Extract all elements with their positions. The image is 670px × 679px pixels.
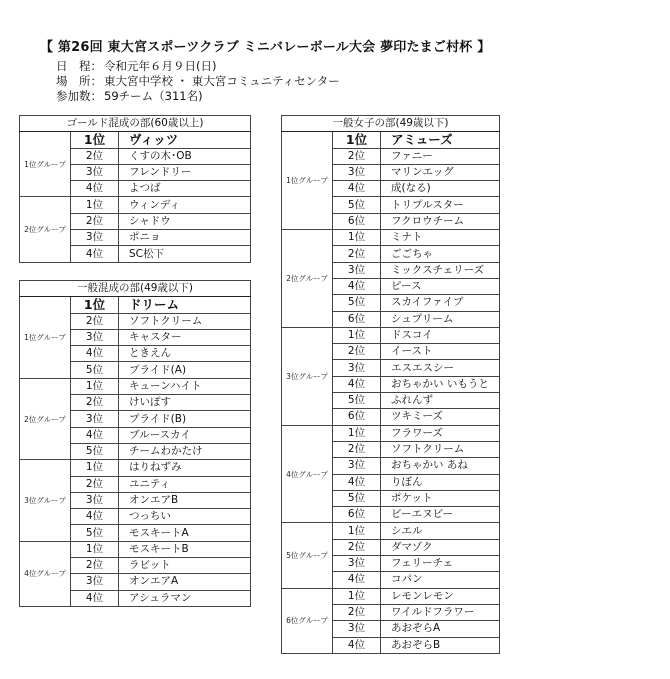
rank-cell: 6位 (333, 311, 381, 327)
rank-cell: 3位 (71, 574, 119, 590)
rank-cell: 4位 (333, 474, 381, 490)
rank-cell: 4位 (333, 278, 381, 294)
rank-cell: 6位 (333, 507, 381, 523)
team-name-cell: フェリーチェ (381, 556, 500, 572)
team-name-cell: ツキミーズ (381, 409, 500, 425)
team-name-cell: よつば (119, 181, 251, 197)
team-name-cell: プライド(B) (119, 411, 251, 427)
team-name-cell: プライド(A) (119, 362, 251, 378)
rank-cell: 1位 (333, 327, 381, 343)
rank-cell: 1位 (71, 378, 119, 394)
team-name-cell: アミューズ (381, 132, 500, 148)
group-label: 2位グループ (282, 230, 333, 328)
general-women-results-table (281, 115, 500, 654)
team-name-cell: フラワーズ (381, 425, 500, 441)
team-name-cell: おちゃかい あね (381, 458, 500, 474)
rank-cell: 2位 (71, 476, 119, 492)
rank-cell: 1位 (333, 588, 381, 604)
team-name-cell: ピース (381, 278, 500, 294)
rank-cell: 4位 (71, 181, 119, 197)
rank-cell: 3位 (71, 492, 119, 508)
rank-cell: 4位 (333, 572, 381, 588)
place-line (56, 73, 340, 89)
team-name-cell: シャドウ (119, 213, 251, 229)
rank-cell: 3位 (71, 329, 119, 345)
team-name-cell: レモンレモン (381, 588, 500, 604)
team-name-cell: ミックスチェリーズ (381, 262, 500, 278)
team-name-cell: ラビット (119, 558, 251, 574)
rank-cell: 2位 (333, 441, 381, 457)
participants-label: 参加数： (56, 89, 102, 103)
date-label: 日 程： (56, 59, 102, 73)
team-name-cell: ヴィッツ (119, 132, 251, 148)
team-name-cell: 成(なる) (381, 181, 500, 197)
rank-cell: 1位 (71, 132, 119, 148)
team-name-cell: あおぞらA (381, 621, 500, 637)
rank-cell: 4位 (71, 346, 119, 362)
general-mixed-results-table (19, 280, 251, 607)
rank-cell: 2位 (71, 148, 119, 164)
rank-cell: 5位 (71, 525, 119, 541)
team-name-cell: ミナト (381, 230, 500, 246)
rank-cell: 4位 (333, 637, 381, 653)
rank-cell: 1位 (71, 541, 119, 557)
group-label: 4位グループ (282, 425, 333, 523)
rank-cell: 3位 (333, 164, 381, 180)
rank-cell: 1位 (333, 132, 381, 148)
team-name-cell: スカイファイブ (381, 295, 500, 311)
rank-cell: 4位 (333, 181, 381, 197)
participants-line (56, 88, 203, 104)
group-label: 2位グループ (20, 197, 71, 262)
table-row (282, 230, 500, 246)
rank-cell: 2位 (71, 395, 119, 411)
page-title: 【 第26回 東大宮スポーツクラブ ミニバレーボール大会 夢印たまご村杯 】 (40, 40, 491, 55)
team-name-cell: シエル (381, 523, 500, 539)
rank-cell: 4位 (71, 509, 119, 525)
team-name-cell: ふれんず (381, 393, 500, 409)
team-name-cell: りぼん (381, 474, 500, 490)
group-label: 6位グループ (282, 588, 333, 653)
team-name-cell: アシュラマン (119, 590, 251, 606)
rank-cell: 6位 (333, 409, 381, 425)
rank-cell: 5位 (333, 490, 381, 506)
table-row (20, 297, 251, 313)
rank-cell: 2位 (71, 313, 119, 329)
rank-cell: 2位 (333, 148, 381, 164)
team-name-cell: ときえん (119, 346, 251, 362)
team-name-cell: ソフトクリーム (119, 313, 251, 329)
rank-cell: 5位 (71, 443, 119, 459)
team-name-cell: ウィンディ (119, 197, 251, 213)
group-label: 3位グループ (20, 460, 71, 541)
participants-value: 59チーム（311名) (104, 89, 203, 103)
rank-cell: 1位 (71, 197, 119, 213)
rank-cell: 2位 (71, 558, 119, 574)
table-row (282, 523, 500, 539)
team-name-cell: モスキートB (119, 541, 251, 557)
table-row (20, 460, 251, 476)
rank-cell: 3位 (333, 556, 381, 572)
place-value: 東大宮中学校 ・ 東大宮コミュニティセンター (104, 74, 340, 88)
team-name-cell: マリンエッグ (381, 164, 500, 180)
rank-cell: 3位 (333, 360, 381, 376)
team-name-cell: ソフトクリーム (381, 441, 500, 457)
team-name-cell: コパン (381, 572, 500, 588)
rank-cell: 3位 (333, 262, 381, 278)
rank-cell: 1位 (71, 297, 119, 313)
table-row (20, 541, 251, 557)
document-header (0, 0, 670, 110)
team-name-cell: ごごちゃ (381, 246, 500, 262)
group-label: 2位グループ (20, 378, 71, 459)
team-name-cell: フレンドリー (119, 164, 251, 180)
team-name-cell: チームわかたけ (119, 443, 251, 459)
table-row (282, 132, 500, 148)
team-name-cell: おちゃかい いもうと (381, 376, 500, 392)
team-name-cell: オンエアB (119, 492, 251, 508)
rank-cell: 4位 (71, 246, 119, 262)
table-caption-row (20, 116, 251, 132)
group-label: 4位グループ (20, 541, 71, 606)
team-name-cell: くすの木･OB (119, 148, 251, 164)
table-row (282, 425, 500, 441)
rank-cell: 1位 (71, 460, 119, 476)
table-caption-row (20, 281, 251, 297)
team-name-cell: ブルースカイ (119, 427, 251, 443)
table-row (20, 197, 251, 213)
team-name-cell: ポニョ (119, 230, 251, 246)
table-row (20, 132, 251, 148)
table-row (282, 588, 500, 604)
rank-cell: 2位 (333, 539, 381, 555)
team-name-cell: ドリーム (119, 297, 251, 313)
rank-cell: 3位 (71, 230, 119, 246)
table-row (282, 327, 500, 343)
team-name-cell: トリプルスター (381, 197, 500, 213)
group-label: 3位グループ (282, 327, 333, 425)
team-name-cell: フクロウチーム (381, 213, 500, 229)
group-label: 1位グループ (20, 132, 71, 197)
team-name-cell: イースト (381, 344, 500, 360)
rank-cell: 5位 (333, 197, 381, 213)
table-caption-row (282, 116, 500, 132)
team-name-cell: つっちい (119, 509, 251, 525)
rank-cell: 3位 (333, 621, 381, 637)
rank-cell: 6位 (333, 213, 381, 229)
team-name-cell: はりねずみ (119, 460, 251, 476)
team-name-cell: ポケット (381, 490, 500, 506)
rank-cell: 3位 (71, 411, 119, 427)
rank-cell: 2位 (333, 246, 381, 262)
rank-cell: 4位 (71, 590, 119, 606)
rank-cell: 2位 (333, 344, 381, 360)
table-caption: 一般女子の部(49歳以下) (282, 116, 500, 132)
place-label: 場 所： (56, 74, 102, 88)
team-name-cell: モスキートA (119, 525, 251, 541)
team-name-cell: けいぽす (119, 395, 251, 411)
team-name-cell: ユニティ (119, 476, 251, 492)
team-name-cell: ドスコイ (381, 327, 500, 343)
rank-cell: 5位 (333, 295, 381, 311)
team-name-cell: シュプリーム (381, 311, 500, 327)
group-label: 1位グループ (20, 297, 71, 378)
rank-cell: 5位 (333, 393, 381, 409)
rank-cell: 5位 (71, 362, 119, 378)
team-name-cell: ビーエヌビー (381, 507, 500, 523)
team-name-cell: SC松下 (119, 246, 251, 262)
rank-cell: 4位 (71, 427, 119, 443)
rank-cell: 1位 (333, 425, 381, 441)
team-name-cell: ワイルドフラワー (381, 604, 500, 620)
group-label: 1位グループ (282, 132, 333, 230)
rank-cell: 2位 (333, 604, 381, 620)
team-name-cell: オンエアA (119, 574, 251, 590)
rank-cell: 3位 (71, 164, 119, 180)
rank-cell: 1位 (333, 523, 381, 539)
rank-cell: 4位 (333, 376, 381, 392)
team-name-cell: キャスター (119, 329, 251, 345)
rank-cell: 1位 (333, 230, 381, 246)
team-name-cell: エスエスシー (381, 360, 500, 376)
rank-cell: 2位 (71, 213, 119, 229)
table-row (20, 378, 251, 394)
team-name-cell: キューンハイト (119, 378, 251, 394)
date-value: 令和元年６月９日(日) (104, 59, 217, 73)
table-caption: ゴールド混成の部(60歳以上) (20, 116, 251, 132)
team-name-cell: あおぞらB (381, 637, 500, 653)
date-line (56, 58, 216, 74)
gold-mixed-results-table (19, 115, 251, 263)
rank-cell: 3位 (333, 458, 381, 474)
table-caption: 一般混成の部(49歳以下) (20, 281, 251, 297)
team-name-cell: ファニー (381, 148, 500, 164)
group-label: 5位グループ (282, 523, 333, 588)
team-name-cell: ダマゾク (381, 539, 500, 555)
